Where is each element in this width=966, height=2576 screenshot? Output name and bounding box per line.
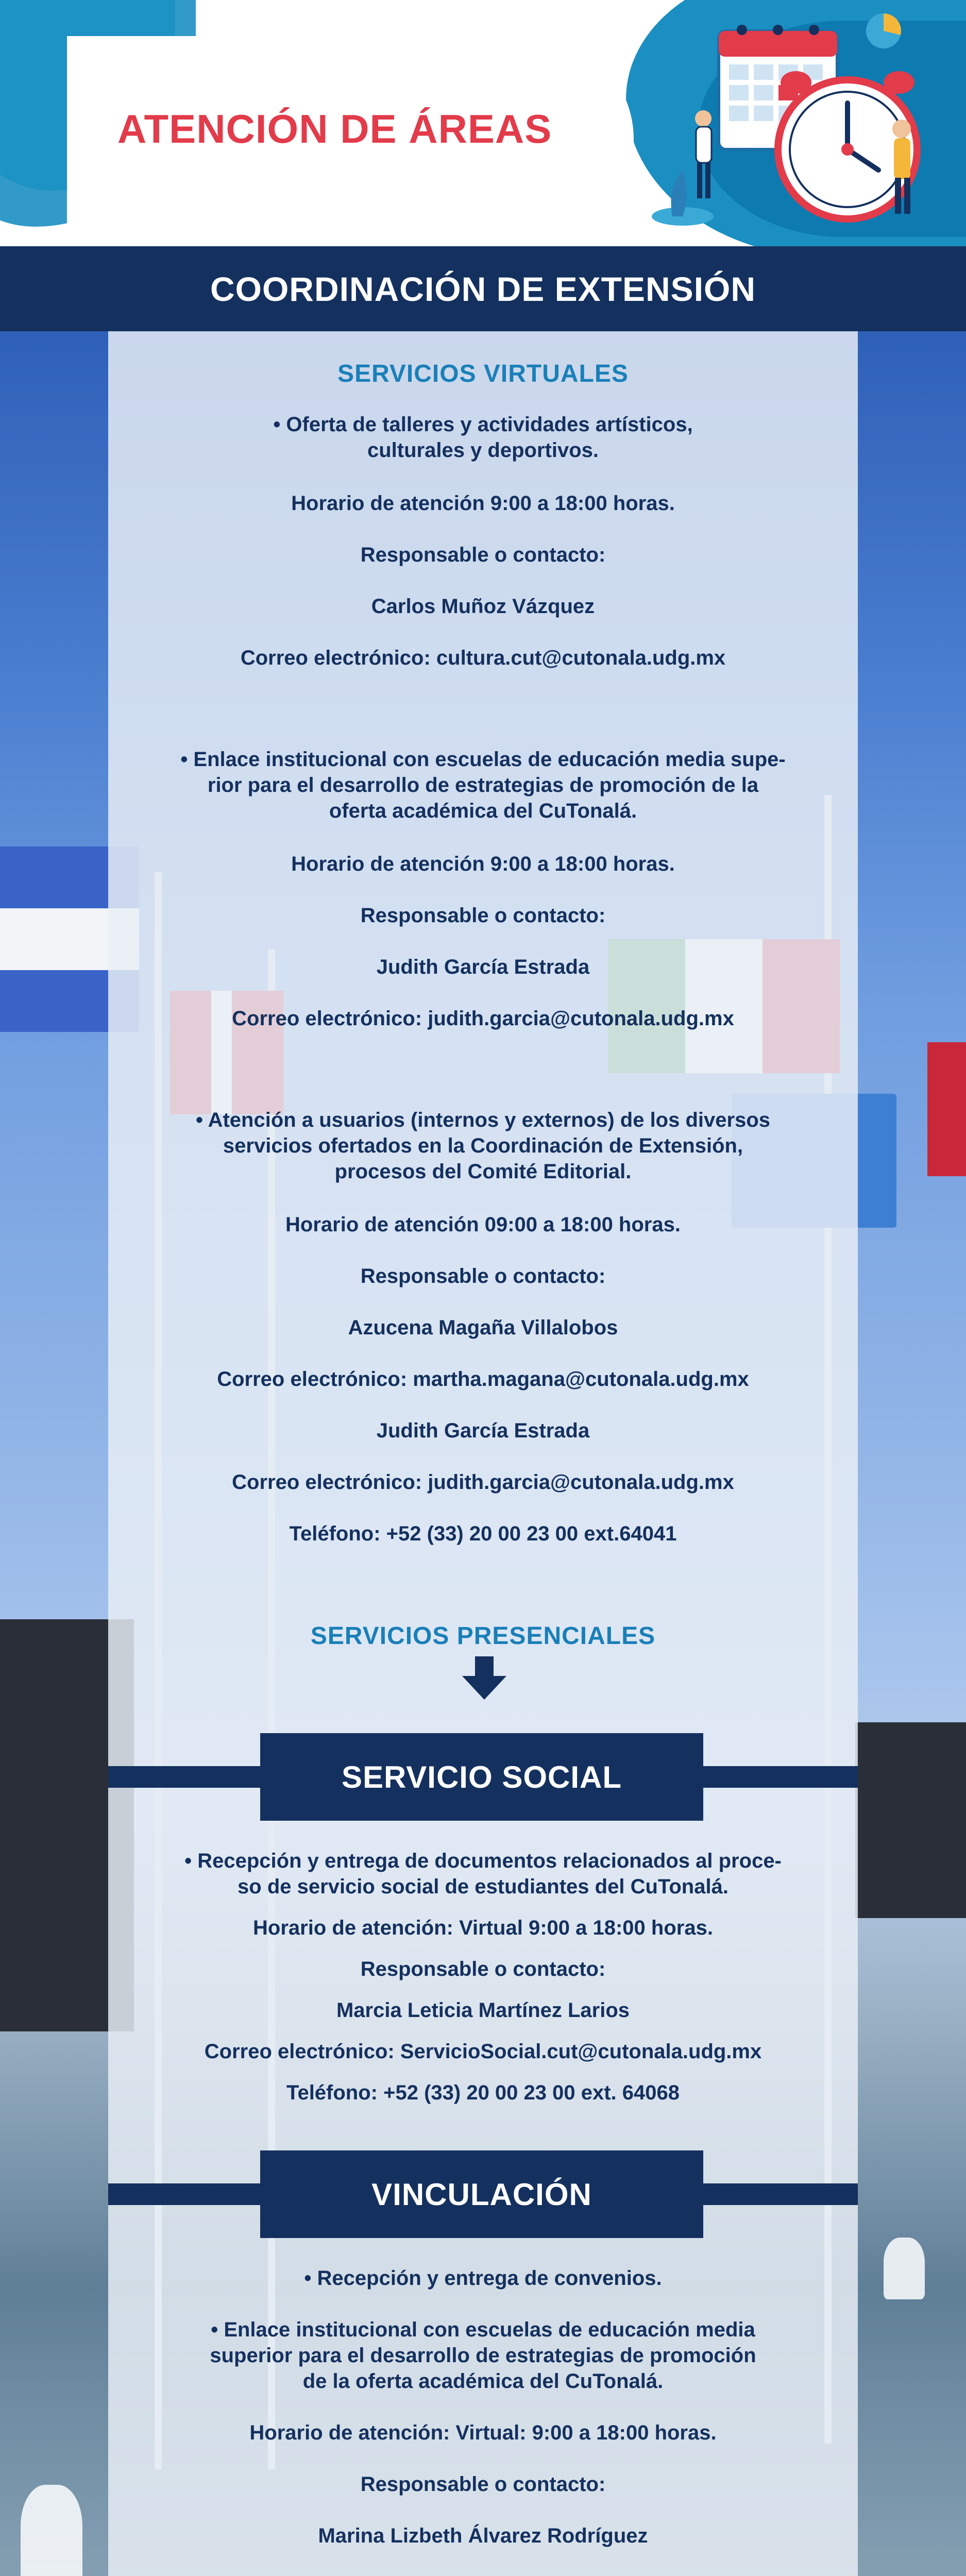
contact-name: Marina Lizbeth Álvarez Rodríguez — [318, 2524, 648, 2547]
service-line: rior para el desarrollo de estrategias de promoción de la — [207, 774, 759, 796]
contact-name: Carlos Muñoz Vázquez — [371, 595, 595, 618]
schedule-text: Horario de atención: Virtual: 9:00 a 18:00 horas. — [249, 2421, 717, 2444]
section-title: VINCULACIÓN — [371, 2177, 592, 2212]
section-banner — [0, 246, 966, 331]
fountain — [884, 2238, 925, 2299]
building — [855, 1722, 966, 1918]
schedule-text: Horario de atención: Virtual 9:00 a 18:00 horas. — [253, 1917, 713, 1939]
contact-label: Responsable o contacto: — [360, 1958, 606, 1980]
service-line: • Atención a usuarios (internos y externos) de los diversos — [195, 1109, 771, 1131]
schedule-text: Horario de atención 09:00 a 18:00 horas. — [285, 1213, 681, 1236]
section-tab-vinculacion — [260, 2150, 703, 2238]
header — [0, 0, 966, 246]
contact-name: Judith García Estrada — [376, 956, 590, 978]
contact-label: Responsable o contacto: — [360, 544, 606, 566]
service-line: • Enlace institucional con escuelas de educación media supe- — [180, 748, 786, 771]
service-line: • Recepción y entrega de convenios. — [304, 2267, 662, 2290]
service-line: superior para el desarrollo de estrategias de promoción — [210, 2344, 756, 2367]
page-title: ATENCIÓN DE ÁREAS — [117, 106, 552, 151]
service-line: servicios ofertados en la Coordinación de Extensión, — [223, 1134, 743, 1157]
contact-name: Azucena Magaña Villalobos — [348, 1316, 618, 1339]
contact-label: Responsable o contacto: — [360, 2473, 606, 2496]
fountain — [21, 2485, 82, 2576]
contact-name: Marcia Leticia Martínez Larios — [336, 1999, 630, 2022]
banner-title: COORDINACIÓN DE EXTENSIÓN — [210, 269, 756, 308]
contact-email[interactable]: Correo electrónico: ServicioSocial.cut@cutonala.udg.mx — [204, 2040, 762, 2063]
calendar-clock-illustration-icon — [641, 0, 930, 242]
service-line: so de servicio social de estudiantes del CuTonalá. — [238, 1875, 728, 1898]
schedule-text: Horario de atención 9:00 a 18:00 horas. — [291, 492, 675, 515]
service-line: • Enlace institucional con escuelas de educación media — [211, 2318, 755, 2341]
service-line: oferta académica del CuTonalá. — [329, 800, 637, 822]
contact-email[interactable]: Correo electrónico: judith.garcia@cutonala.udg.mx — [232, 1471, 734, 1494]
heading-servicios-virtuales: SERVICIOS VIRTUALES — [337, 360, 629, 387]
section-tab-servicio-social — [260, 1733, 703, 1821]
service-line: procesos del Comité Editorial. — [334, 1160, 632, 1183]
contact-email[interactable]: Correo electrónico: judith.garcia@cutonala.udg.mx — [232, 1007, 734, 1030]
schedule-text: Horario de atención 9:00 a 18:00 horas. — [291, 853, 675, 875]
contact-phone: Teléfono: +52 (33) 20 00 23 00 ext. 64068 — [286, 2081, 680, 2104]
service-line: de la oferta académica del CuTonalá. — [302, 2370, 664, 2393]
contact-email[interactable]: Correo electrónico: cultura.cut@cutonala.udg.mx — [240, 647, 726, 669]
service-line: • Recepción y entrega de documentos relacionados al proce- — [184, 1850, 782, 1872]
contact-label: Responsable o contacto: — [360, 904, 606, 927]
contact-phone: Teléfono: +52 (33) 20 00 23 00 ext.64041 — [289, 1522, 677, 1545]
service-line: • Oferta de talleres y actividades artísticos, — [273, 413, 693, 436]
contact-name: Judith García Estrada — [376, 1419, 590, 1442]
contact-label: Responsable o contacto: — [360, 1265, 606, 1287]
section-title: SERVICIO SOCIAL — [342, 1759, 622, 1794]
service-line: culturales y deportivos. — [367, 439, 599, 462]
arrow-down-icon — [461, 1655, 507, 1702]
heading-servicios-presenciales: SERVICIOS PRESENCIALES — [310, 1622, 656, 1650]
flag — [927, 1042, 966, 1176]
contact-email[interactable]: Correo electrónico: martha.magana@cutonala.udg.mx — [217, 1368, 749, 1391]
